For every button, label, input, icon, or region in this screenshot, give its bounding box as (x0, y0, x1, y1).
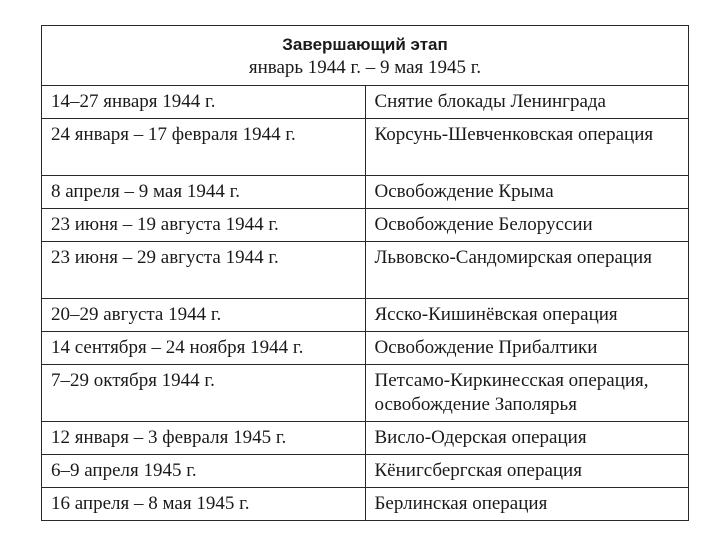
event-cell: Корсунь-Шевченковская операция (365, 119, 689, 176)
date-cell: 8 апреля – 9 мая 1944 г. (42, 176, 366, 209)
chronology-table (41, 25, 689, 521)
date-cell: 6–9 апреля 1945 г. (42, 455, 366, 488)
event-cell: Освобождение Прибалтики (365, 332, 689, 365)
event-cell: Львовско-Сандомирская операция (365, 242, 689, 299)
table-header-row (42, 26, 689, 86)
date-cell: 12 января – 3 февраля 1945 г. (42, 422, 366, 455)
table-row (42, 299, 689, 332)
date-cell: 16 апреля – 8 мая 1945 г. (42, 488, 366, 521)
date-cell: 23 июня – 29 августа 1944 г. (42, 242, 366, 299)
table-row (42, 242, 689, 299)
table-title: Завершающий этап (282, 34, 448, 54)
event-cell: Снятие блокады Ленинграда (365, 86, 689, 119)
event-cell: Кёнигсбергская операция (365, 455, 689, 488)
table-row (42, 422, 689, 455)
table-title-cell (42, 26, 689, 86)
event-cell: Висло-Одерская операция (365, 422, 689, 455)
event-cell: Ясско-Кишинёвская операция (365, 299, 689, 332)
table-row (42, 119, 689, 176)
table-row (42, 86, 689, 119)
chronology-table-container (41, 25, 689, 521)
date-cell: 24 января – 17 февраля 1944 г. (42, 119, 366, 176)
date-cell: 14–27 января 1944 г. (42, 86, 366, 119)
table-row (42, 332, 689, 365)
table-subtitle: январь 1944 г. – 9 мая 1945 г. (248, 56, 482, 78)
table-row (42, 209, 689, 242)
date-cell: 7–29 октября 1944 г. (42, 365, 366, 422)
table-row (42, 488, 689, 521)
event-cell: Освобождение Крыма (365, 176, 689, 209)
table-row (42, 455, 689, 488)
table-row (42, 176, 689, 209)
event-cell: Освобождение Белоруссии (365, 209, 689, 242)
date-cell: 23 июня – 19 августа 1944 г. (42, 209, 366, 242)
date-cell: 14 сентября – 24 ноября 1944 г. (42, 332, 366, 365)
table-row (42, 365, 689, 422)
date-cell: 20–29 августа 1944 г. (42, 299, 366, 332)
event-cell: Петсамо-Киркинесская операция, освобождение Заполярья (365, 365, 689, 422)
event-cell: Берлинская операция (365, 488, 689, 521)
